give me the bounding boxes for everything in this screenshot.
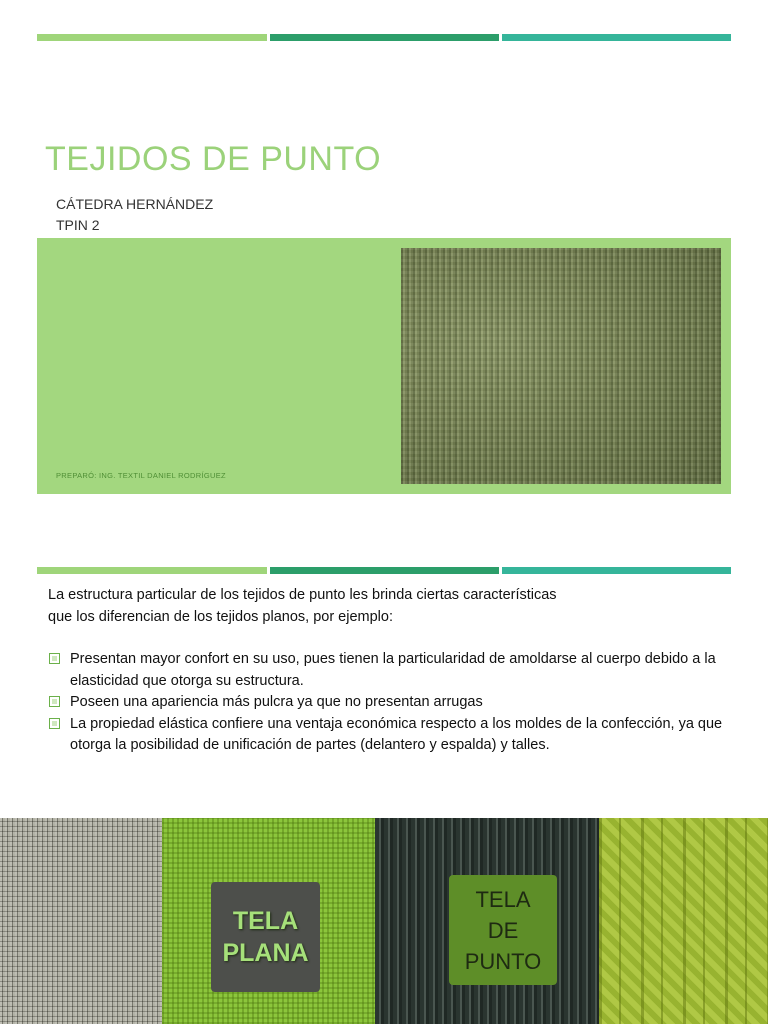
slide-title: TEJIDOS DE PUNTO <box>45 140 382 178</box>
author-credit: PREPARÓ: ING. TEXTIL DANIEL RODRÍGUEZ <box>56 471 226 480</box>
knit-fabric-photo <box>401 248 721 484</box>
feature-list <box>48 649 738 757</box>
knit-fabric-label <box>449 875 557 985</box>
label-line: PUNTO <box>464 948 542 974</box>
course-name: CÁTEDRA HERNÁNDEZ <box>56 196 214 212</box>
accent-bar-light-2 <box>37 567 267 574</box>
slide-body <box>48 585 738 757</box>
intro-line-2: que los diferencian de los tejidos planos, por ejemplo: <box>48 608 393 625</box>
checkbox-bullet-icon <box>49 696 60 707</box>
label-line: TELA <box>232 907 299 935</box>
chunky-green-knit-photo <box>599 818 768 1024</box>
accent-bar-light <box>37 34 267 41</box>
list-item-text: Poseen una apariencia más pulcra ya que no presentan arrugas <box>70 694 483 710</box>
accent-bar-mid-2 <box>270 567 499 574</box>
label-line: PLANA <box>222 939 309 967</box>
label-line: TELA <box>475 886 531 912</box>
woven-fabric-label <box>211 882 320 992</box>
checkbox-bullet-icon <box>49 653 60 664</box>
label-line: DE <box>487 917 519 943</box>
intro-line-1: La estructura particular de los tejidos de punto les brinda ciertas características <box>48 587 557 603</box>
list-item <box>48 714 738 757</box>
list-item-text: Presentan mayor confort en su uso, pues tienen la particularidad de amoldarse al cuerpo debido a la elasticidad que otorga su estructura. <box>70 651 716 689</box>
accent-bar-mid <box>270 34 499 41</box>
accent-bar-teal-2 <box>502 567 731 574</box>
checkbox-bullet-icon <box>49 718 60 729</box>
accent-bar-teal <box>502 34 731 41</box>
list-item <box>48 692 738 714</box>
list-item <box>48 649 738 692</box>
course-code: TPIN 2 <box>56 217 100 233</box>
list-item-text: La propiedad elástica confiere una ventaja económica respecto a los moldes de la confección, ya que otorga la posibilidad de unificación de partes (delantero y espalda) y talles. <box>70 715 723 753</box>
woven-white-fabric-photo <box>0 818 162 1024</box>
